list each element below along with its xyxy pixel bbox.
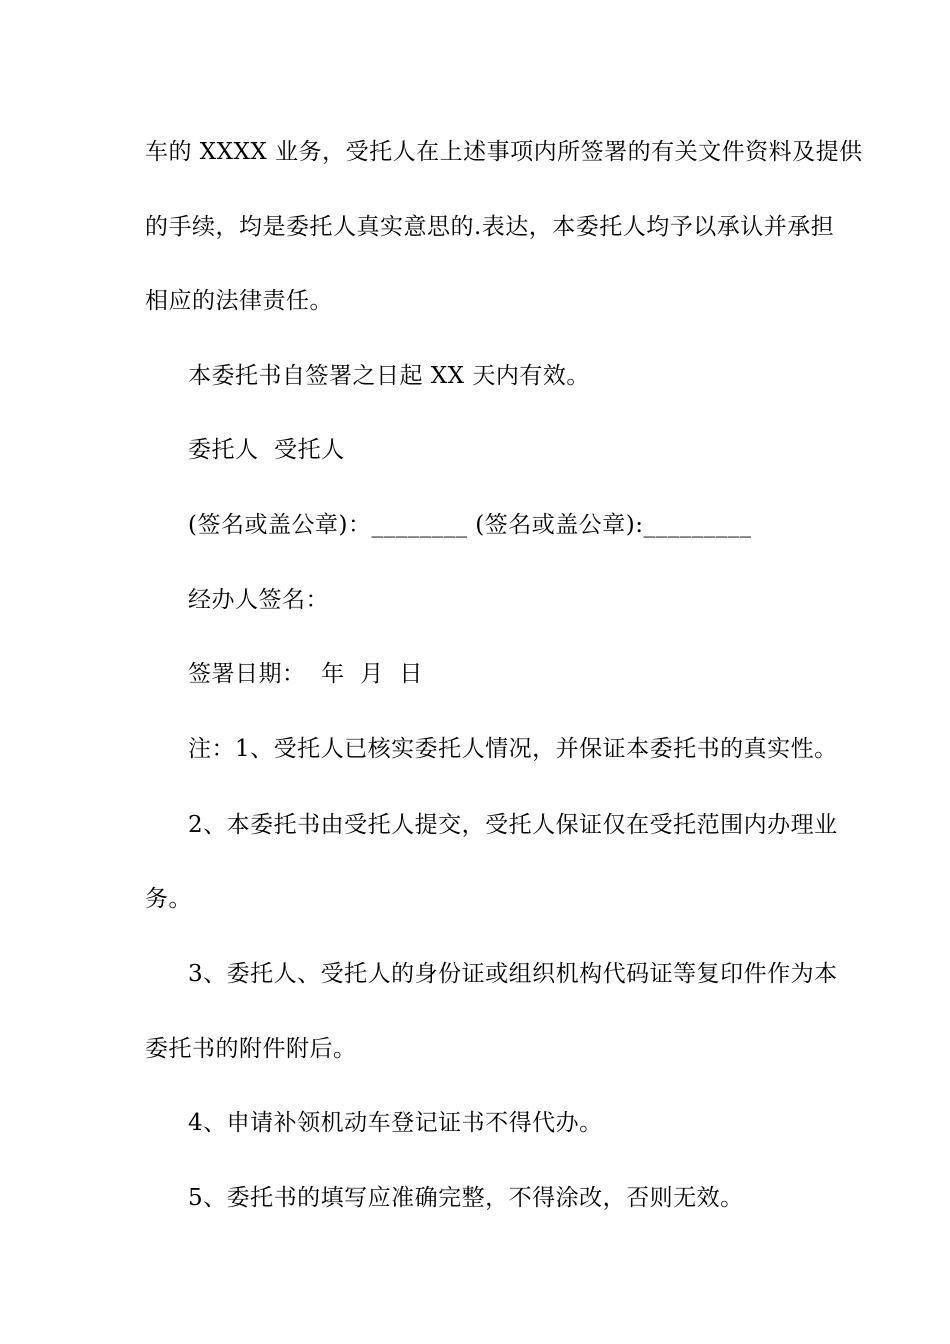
note-item-2: 2、本委托书由受托人提交，受托人保证仅在受托范围内办理业 (188, 812, 838, 838)
signing-date: 签署日期： 年 月 日 (188, 661, 423, 687)
paragraph-line: 的手续，均是委托人真实意思的.表达，本委托人均予以承认并承担 (145, 214, 835, 240)
paragraph-line: 相应的法律责任。 (145, 288, 333, 314)
note-item-2-cont: 务。 (145, 886, 192, 912)
note-item-3-cont: 委托书的附件附后。 (145, 1036, 357, 1062)
note-item-4: 4、申请补领机动车登记证书不得代办。 (188, 1110, 603, 1136)
note-item-3: 3、委托人、受托人的身份证或组织机构代码证等复印件作为本 (188, 961, 838, 987)
parties-heading: 委托人 受托人 (188, 437, 345, 463)
paragraph-line: 车的 XXXX 业务，受托人在上述事项内所签署的有关文件资料及提供 (145, 139, 863, 165)
note-item-1: 注：1、受托人已核实委托人情况，并保证本委托书的真实性。 (188, 736, 838, 762)
note-item-5: 5、委托书的填写应准确完整，不得涂改，否则无效。 (188, 1185, 744, 1211)
signature-line: (签名或盖公章)：________ (签名或盖公章):_________ (188, 512, 752, 538)
handler-signature: 经办人签名： (188, 587, 329, 613)
validity-statement: 本委托书自签署之日起 XX 天内有效。 (188, 363, 590, 389)
